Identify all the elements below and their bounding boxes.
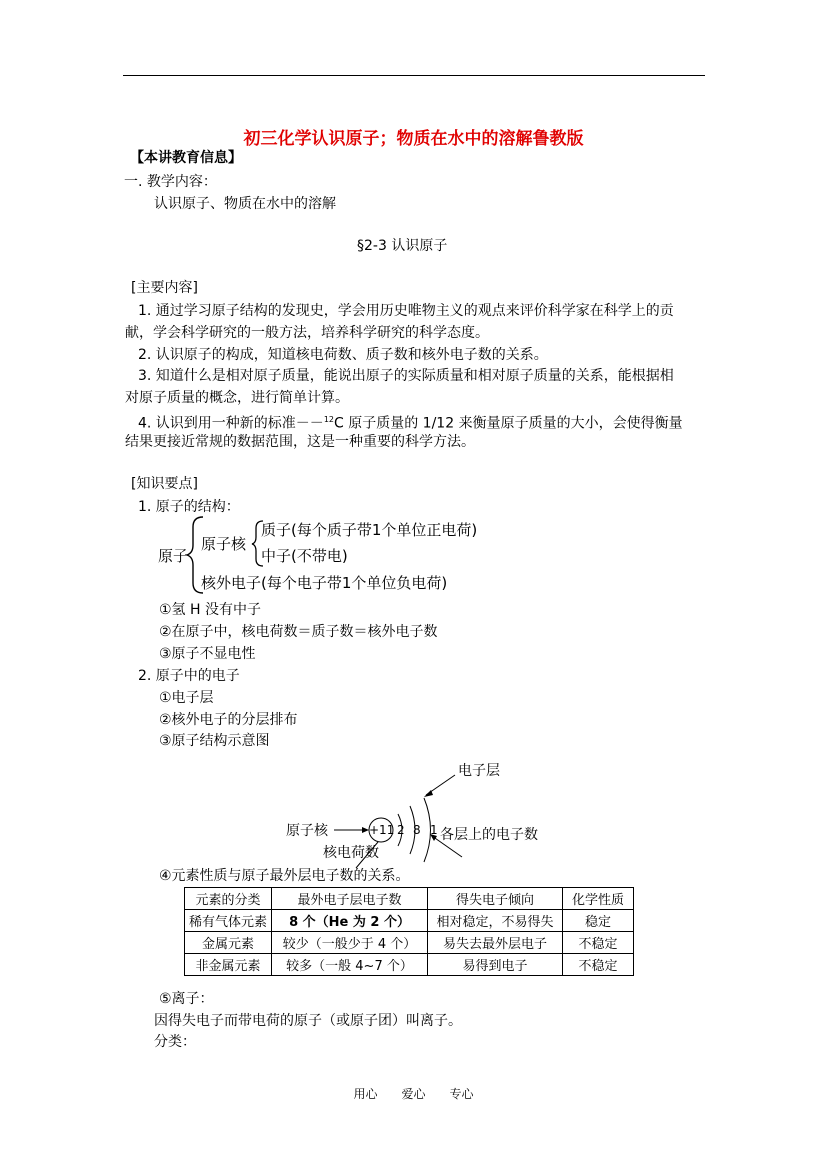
count-label: 各层上的电子数 xyxy=(440,827,538,843)
table-header: 元素的分类 xyxy=(185,888,272,910)
shell-2: 8 xyxy=(413,823,421,837)
main-item-4b: 结果更接近常规的数据范围，这是一种重要的科学方法。 xyxy=(125,434,475,450)
table-header: 得失电子倾向 xyxy=(428,888,563,910)
table-header-row xyxy=(185,888,634,910)
small-brace xyxy=(252,521,263,566)
part1-content: 认识原子、物质在水中的溶解 xyxy=(154,196,336,212)
shell-3: 1 xyxy=(430,823,438,837)
main-item-1b: 献，学会科学研究的一般方法，培养科学研究的科学态度。 xyxy=(125,325,489,341)
shell-label: 电子层 xyxy=(458,763,500,779)
section-heading: §2-3 认识原子 xyxy=(357,238,448,254)
table-cell: 相对稳定，不易得失 xyxy=(428,910,563,932)
tree-proton: 质子(每个质子带1个单位正电荷) xyxy=(261,521,478,539)
table-cell: 金属元素 xyxy=(185,932,272,954)
page-title: 初三化学认识原子；物质在水中的溶解鲁教版 xyxy=(243,129,584,149)
sub-2: ②核外电子的分层排布 xyxy=(159,712,298,728)
element-property-table xyxy=(184,887,634,976)
main-item-2: 2. 认识原子的构成，知道核电荷数、质子数和核外电子数的关系。 xyxy=(138,347,548,363)
knowledge-heading: [知识要点] xyxy=(131,476,198,492)
table-cell: 不稳定 xyxy=(563,932,634,954)
nucleus-label: 原子核 xyxy=(286,823,328,839)
table-row xyxy=(185,954,634,976)
nucleus-arrowhead xyxy=(362,827,369,833)
sub-1: ①电子层 xyxy=(159,690,214,706)
table-row xyxy=(185,932,634,954)
big-brace xyxy=(187,517,203,593)
shell-1: 2 xyxy=(397,823,405,837)
ion-classify: 分类： xyxy=(154,1034,196,1050)
main-content-heading: [主要内容] xyxy=(131,280,198,296)
info-heading: 【本讲教育信息】 xyxy=(130,150,242,166)
tree-neutron: 中子(不带电) xyxy=(261,547,348,565)
sub-3: ③原子结构示意图 xyxy=(159,733,270,749)
table-cell: 非金属元素 xyxy=(185,954,272,976)
page-footer: 用心 爱心 专心 xyxy=(353,1087,474,1101)
table-header: 化学性质 xyxy=(563,888,634,910)
main-item-1a: 1. 通过学习原子结构的发现史，学会用历史唯物主义的观点来评价科学家在科学上的贡 xyxy=(138,303,674,319)
table-intro: ④元素性质与原子最外层电子数的关系。 xyxy=(159,868,410,884)
superscript-12: 12 xyxy=(323,415,334,424)
table-cell: 较少（一般少于 4 个） xyxy=(272,932,428,954)
table-header: 最外电子层电子数 xyxy=(272,888,428,910)
part1-label: 一. 教学内容： xyxy=(124,174,217,190)
tree-electron: 核外电子(每个电子带1个单位负电荷) xyxy=(201,574,448,592)
table-cell: 较多（一般 4~7 个） xyxy=(272,954,428,976)
ion-heading: ⑤离子： xyxy=(159,991,214,1007)
main-item-3a: 3. 知道什么是相对原子质量，能说出原子的实际质量和相对原子质量的关系，能根据相 xyxy=(138,368,674,384)
point-2: 2. 原子中的电子 xyxy=(138,668,240,684)
table-row xyxy=(185,910,634,932)
table-cell: 稳定 xyxy=(563,910,634,932)
table-cell: 不稳定 xyxy=(563,954,634,976)
note-2: ②在原子中，核电荷数＝质子数＝核外电子数 xyxy=(159,624,438,640)
table-cell: 稀有气体元素 xyxy=(185,910,272,932)
tree-root: 原子 xyxy=(158,547,189,565)
note-3: ③原子不显电性 xyxy=(159,646,256,662)
ion-definition: 因得失电子而带电荷的原子（或原子团）叫离子。 xyxy=(154,1013,462,1029)
table-cell: 易得到电子 xyxy=(428,954,563,976)
charge-label: 核电荷数 xyxy=(323,845,379,861)
nucleus-value: +11 xyxy=(369,823,395,837)
tree-nucleus: 原子核 xyxy=(201,535,247,553)
note-1: ①氢 H 没有中子 xyxy=(159,602,261,618)
main-item-4a: 4. 认识到用一种新的标准－－$^{12}$C 原子质量的 1/12 来衡量原子质量的大小，会使得衡量 xyxy=(138,415,683,432)
table-cell: 易失去最外层电子 xyxy=(428,932,563,954)
table-cell: 8 个（He 为 2 个） xyxy=(272,910,428,932)
point-1: 1. 原子的结构： xyxy=(138,499,240,515)
main-item-3b: 对原子质量的概念，进行简单计算。 xyxy=(125,390,349,406)
